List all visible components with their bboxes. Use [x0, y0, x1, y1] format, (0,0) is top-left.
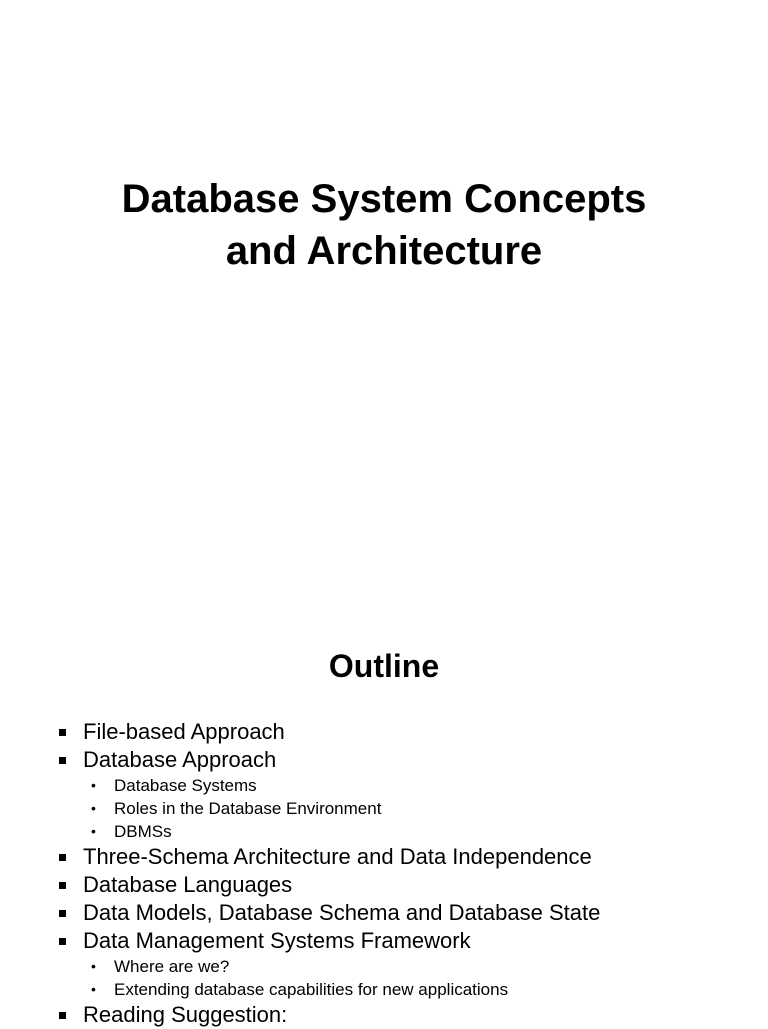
round-bullet-icon: • — [91, 800, 96, 816]
outline-item — [0, 746, 768, 774]
slide-title-line-1: Database System Concepts — [121, 177, 647, 221]
outline-subitem-text: Database Systems — [114, 776, 257, 795]
outline-subitem-text: DBMSs — [114, 822, 172, 841]
outline-subitem — [0, 797, 768, 820]
round-bullet-icon: • — [91, 823, 96, 839]
outline-item — [0, 843, 768, 871]
outline-item-text: Data Models, Database Schema and Database State — [83, 900, 601, 925]
outline-item — [0, 1001, 768, 1029]
round-bullet-icon: • — [91, 958, 96, 974]
square-bullet-icon — [59, 938, 66, 945]
square-bullet-icon — [59, 757, 66, 764]
outline-item — [0, 899, 768, 927]
outline-subitem — [0, 774, 768, 797]
outline-item — [0, 871, 768, 899]
outline-heading: Outline — [328, 648, 440, 684]
outline-subitem-text: Extending database capabilities for new applications — [114, 980, 509, 999]
slide-title — [0, 173, 768, 277]
outline-item — [0, 927, 768, 955]
square-bullet-icon — [59, 854, 66, 861]
outline-subitem — [0, 978, 768, 1001]
round-bullet-icon: • — [91, 777, 96, 793]
outline-item-text: File-based Approach — [83, 719, 285, 744]
outline-subitem — [0, 955, 768, 978]
outline-subitem — [0, 820, 768, 843]
outline-item-text: Data Management Systems Framework — [83, 928, 471, 953]
outline-item-text: Three-Schema Architecture and Data Independence — [83, 844, 592, 869]
square-bullet-icon — [59, 882, 66, 889]
outline-item-text: Database Approach — [83, 747, 277, 772]
slide-title-line-2: and Architecture — [225, 229, 543, 273]
square-bullet-icon — [59, 729, 66, 736]
outline-subitem-text: Where are we? — [114, 957, 230, 976]
square-bullet-icon — [59, 910, 66, 917]
outline-list — [0, 718, 768, 1029]
outline-item — [0, 718, 768, 746]
outline-subitem-text: Roles in the Database Environment — [114, 799, 382, 818]
round-bullet-icon: • — [91, 981, 96, 997]
outline-item-text: Reading Suggestion: — [83, 1002, 288, 1027]
outline-item-text: Database Languages — [83, 872, 293, 897]
square-bullet-icon — [59, 1012, 66, 1019]
